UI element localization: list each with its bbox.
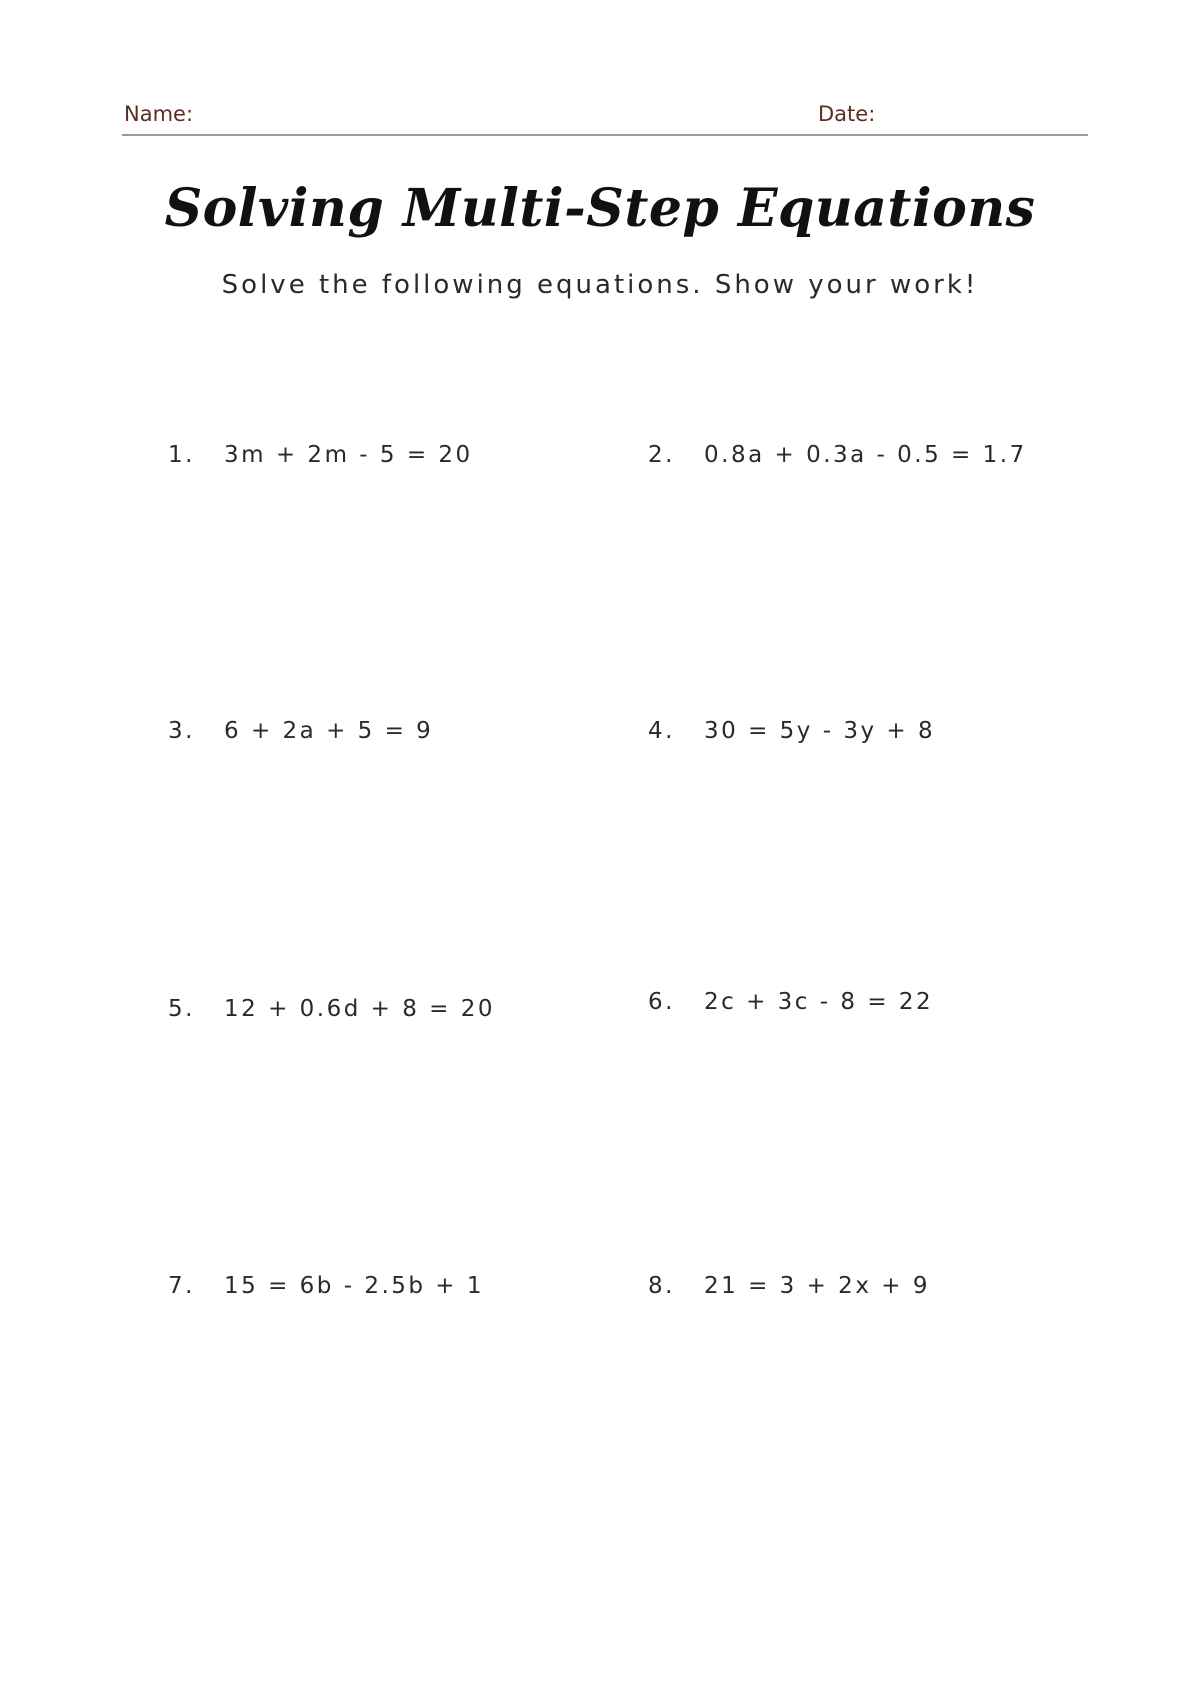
problem-equation: 0.8a + 0.3a - 0.5 = 1.7 <box>704 442 1027 468</box>
date-label: Date: <box>818 102 876 126</box>
problem-equation: 30 = 5y - 3y + 8 <box>704 718 936 744</box>
problem-number: 8. <box>648 1273 675 1299</box>
problem-5 <box>168 996 495 1022</box>
problem-number: 6. <box>648 989 675 1015</box>
problem-3 <box>168 718 433 744</box>
problem-2 <box>648 442 1027 468</box>
problem-8 <box>648 1273 930 1299</box>
worksheet-title: Solving Multi-Step Equations <box>164 178 1036 239</box>
problem-number: 5. <box>168 996 195 1022</box>
problem-number: 2. <box>648 442 675 468</box>
problem-4 <box>648 718 935 744</box>
problem-equation: 21 = 3 + 2x + 9 <box>704 1273 930 1299</box>
problem-equation: 2c + 3c - 8 = 22 <box>704 989 934 1015</box>
name-date-header <box>122 96 1088 136</box>
problem-7 <box>168 1273 484 1299</box>
name-label: Name: <box>124 102 194 126</box>
problem-1 <box>168 442 473 468</box>
problem-equation: 6 + 2a + 5 = 9 <box>224 718 434 744</box>
problem-equation: 12 + 0.6d + 8 = 20 <box>224 996 496 1022</box>
problem-number: 7. <box>168 1273 195 1299</box>
problem-equation: 15 = 6b - 2.5b + 1 <box>224 1273 485 1299</box>
problem-number: 3. <box>168 718 195 744</box>
problem-number: 4. <box>648 718 675 744</box>
problem-equation: 3m + 2m - 5 = 20 <box>224 442 473 468</box>
problem-6 <box>648 989 933 1015</box>
problem-number: 1. <box>168 442 195 468</box>
instructions: Solve the following equations. Show your work! <box>221 270 979 300</box>
